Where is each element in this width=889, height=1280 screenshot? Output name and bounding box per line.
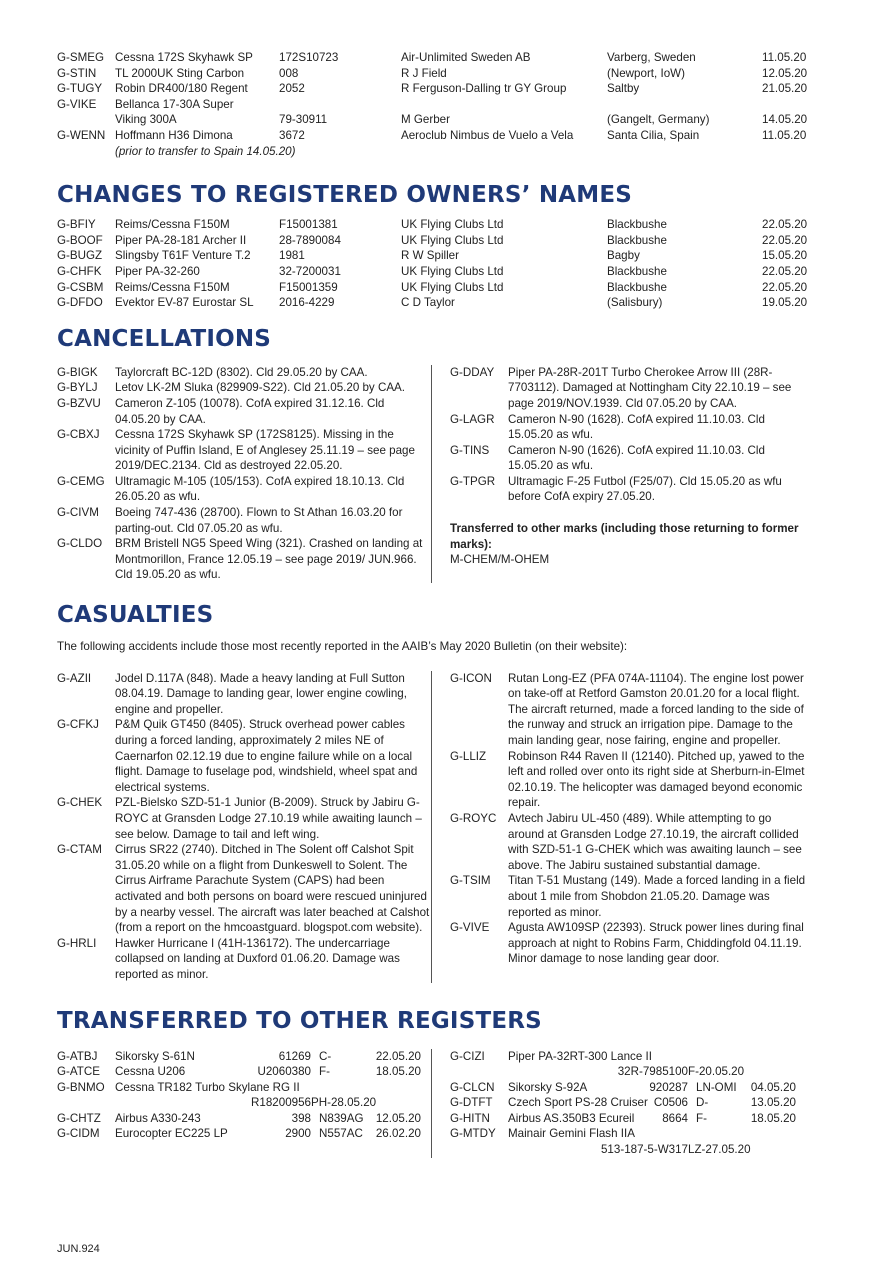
transferred-heading: TRANSFERRED TO OTHER REGISTERS <box>57 1007 542 1034</box>
table-row <box>450 1049 807 1065</box>
cell-reg: G-CIZI <box>450 1049 485 1063</box>
cell-type: Reims/Cessna F150M <box>115 280 230 294</box>
cell-owner: R J Field <box>401 66 447 80</box>
cell-owner: UK Flying Clubs Ltd <box>401 218 504 232</box>
column-divider <box>431 1049 432 1158</box>
registration: G-TINS <box>450 443 490 457</box>
registration: G-CTAM <box>57 843 102 857</box>
cell-owner <box>401 97 607 113</box>
table-row <box>57 264 817 280</box>
cell-date: 14.05.20 <box>762 113 808 127</box>
cell-date: 04.05.20 <box>750 1080 796 1094</box>
cell-base: Blackbushe <box>607 233 667 247</box>
spacer <box>450 1064 508 1080</box>
entry-text: PZL-Bielsko SZD-51-1 Junior (B-2009). Struck by Jabiru G-ROYC at Gransden Lodge 27.10.19 while awaiting launch – see below. Damage to tail and left wing. <box>115 796 422 841</box>
cell-prefix: D- <box>696 1096 709 1110</box>
table-row <box>57 1095 431 1111</box>
cell-reg: G-VIKE <box>57 97 97 111</box>
table-row <box>450 1064 807 1080</box>
cell-type: Piper PA-28-181 Archer II <box>115 233 247 247</box>
table-row <box>57 1064 431 1080</box>
cell-type: Cessna TR182 Turbo Skylane RG II <box>115 1080 300 1094</box>
list-item <box>57 427 431 474</box>
casualties-intro: The following accidents include those most recently reported in the AAIB’s May 2020 Bulletin (on their website): <box>57 640 628 654</box>
cell-type: TL 2000UK Sting Carbon <box>115 66 245 80</box>
cell-date: 22.05.20 <box>762 233 808 247</box>
cell-cn: 920287 <box>649 1080 688 1094</box>
cell-type: Evektor EV-87 Eurostar SL <box>115 296 254 310</box>
cell-date: 13.05.20 <box>750 1096 796 1110</box>
cell-owner: Air-Unlimited Sweden AB <box>401 51 531 64</box>
entry-text: Robinson R44 Raven II (12140). Pitched up, yawed to the left and rolled over onto its right side at Sherburn-in-Elmet 02.10.19. The helicopter was damaged beyond economic repair. <box>508 749 805 810</box>
entry-text: Ultramagic F-25 Futbol (F25/07). Cld 15.05.20 as wfu before CofA expiry 27.05.20. <box>508 474 782 504</box>
table-row <box>450 1142 807 1158</box>
cell-prefix: LZ- <box>688 1143 706 1157</box>
cell-date: 19.05.20 <box>762 296 808 310</box>
cell-owner: M Gerber <box>401 113 450 127</box>
registration: G-BIGK <box>57 365 98 379</box>
cell-owner: UK Flying Clubs Ltd <box>401 280 504 294</box>
cell-owner: Aeroclub Nimbus de Vuelo a Vela <box>401 128 574 142</box>
cell-owner: R Ferguson-Dalling tr GY Group <box>401 82 567 96</box>
transferred-right <box>450 1049 807 1158</box>
cell-date: 11.05.20 <box>762 128 807 142</box>
cell-type: Eurocopter EC225 LP <box>115 1127 228 1141</box>
table-row <box>57 128 817 144</box>
registration: G-VIVE <box>450 921 490 935</box>
cell-reg: G-BFIY <box>57 218 96 232</box>
table-row <box>57 248 817 264</box>
cell-reg: G-ATCE <box>57 1065 100 1079</box>
registration: G-TPGR <box>450 474 496 488</box>
table-row <box>57 81 817 97</box>
cell-reg: G-TUGY <box>57 82 103 96</box>
registration: G-ICON <box>450 671 492 685</box>
entry-text: Cameron Z-105 (10078). CofA expired 31.12.16. Cld 04.05.20 by CAA. <box>115 396 385 426</box>
cell-prefix: LN-OMI <box>696 1080 737 1094</box>
list-item <box>57 505 431 536</box>
cell-cn: 398 <box>291 1111 311 1125</box>
table-row <box>57 112 817 128</box>
cell-reg: G-MTDY <box>450 1127 496 1141</box>
registration: G-BZVU <box>57 396 101 410</box>
cell-reg: G-BOOF <box>57 233 103 247</box>
entry-text: Ultramagic M-105 (105/153). CofA expired 18.10.13. Cld 26.05.20 as wfu. <box>115 474 405 504</box>
cell-reg: G-BNMO <box>57 1080 105 1094</box>
cell-base: Blackbushe <box>607 218 667 232</box>
cell-base: Santa Cilia, Spain <box>607 128 700 142</box>
list-item <box>57 936 431 983</box>
list-item <box>57 717 431 795</box>
page-footer: JUN.924 <box>57 1243 100 1255</box>
cell-base: (Gangelt, Germany) <box>607 113 710 127</box>
cell-cn: 2052 <box>279 82 305 96</box>
page-content <box>57 50 817 1158</box>
cell-type: Hoffmann H36 Dimona <box>115 128 233 142</box>
cell-prefix: PH- <box>311 1096 331 1110</box>
entry-text: Cameron N-90 (1628). CofA expired 11.10.03. Cld 15.05.20 as wfu. <box>508 412 765 442</box>
registration: G-TSIM <box>450 874 491 888</box>
cell-type: Sikorsky S-92A <box>508 1080 588 1094</box>
registration: G-ROYC <box>450 811 497 825</box>
list-item <box>450 749 807 811</box>
cell-date: 22.05.20 <box>762 218 808 232</box>
cell-date: 28.05.20 <box>330 1096 377 1110</box>
entry-text: Hawker Hurricane I (41H-136172). The undercarriage collapsed on landing at Duxford 01.06.20. Damage was reported as minor. <box>115 936 400 981</box>
cell-cn: 28-7890084 <box>279 233 341 247</box>
cell-reg: G-WENN <box>57 128 106 142</box>
cell-prefix: F- <box>688 1065 699 1079</box>
list-item <box>450 671 807 749</box>
registration: G-CEMG <box>57 474 105 488</box>
table-row <box>450 1111 807 1127</box>
cell-reg <box>57 112 115 128</box>
cell-cn: 32R-7985100 <box>617 1065 688 1079</box>
cell-reg: G-DTFT <box>450 1096 493 1110</box>
table-row <box>57 1049 431 1065</box>
cell-cn: 79-30911 <box>279 113 328 127</box>
casualties-heading: CASUALTIES <box>57 602 214 629</box>
table-row <box>450 1080 807 1096</box>
cell-type: Viking 300A <box>115 113 177 127</box>
cell-date: 18.05.20 <box>375 1065 421 1079</box>
cell-owner: UK Flying Clubs Ltd <box>401 233 504 247</box>
cell-owner: R W Spiller <box>401 249 459 263</box>
cell-reg: G-CSBM <box>57 280 104 294</box>
cell-type: Cessna U206 <box>115 1065 186 1079</box>
table-row <box>57 1080 431 1096</box>
cell-type: Reims/Cessna F150M <box>115 218 230 232</box>
cell-type: Bellanca 17-30A Super <box>115 97 234 111</box>
entry-text: Cessna 172S Skyhawk SP (172S8125). Missing in the vicinity of Puffin Island, E of Anglesey 25.11.19 – see page 2019/DEC.2134. Cld as destroyed 22.05.20. <box>115 428 415 473</box>
cell-prefix: F- <box>319 1065 330 1079</box>
casualties-left <box>57 671 431 983</box>
wenn-note <box>57 144 817 160</box>
cell-date: 27.05.20 <box>705 1143 751 1157</box>
cell-date: 12.05.20 <box>762 66 808 80</box>
registration: G-LAGR <box>450 412 495 426</box>
cell-type: Piper PA-32RT-300 Lance II <box>508 1049 652 1063</box>
cell-type: Robin DR400/180 Regent <box>115 82 248 96</box>
registration: G-DDAY <box>450 365 495 379</box>
cell-reg: G-CLCN <box>450 1080 495 1094</box>
cell-cn: 8664 <box>662 1111 688 1125</box>
cell-date: 15.05.20 <box>762 249 808 263</box>
cell-cn: 513-187-5-W317 <box>600 1143 688 1157</box>
cell-reg: G-CHTZ <box>57 1111 101 1125</box>
cell-date <box>762 97 817 113</box>
transferred-columns <box>57 1049 817 1158</box>
cancellations-columns <box>57 365 817 583</box>
cell-cn: R18200956 <box>251 1096 311 1110</box>
cell-prefix: N839AG <box>319 1111 364 1125</box>
list-item <box>57 474 431 505</box>
cell-base: Saltby <box>607 82 640 96</box>
cancellations-right <box>450 365 807 583</box>
cell-date: 20.05.20 <box>698 1065 745 1079</box>
table-row <box>57 1111 431 1127</box>
cell-date: 26.02.20 <box>375 1127 421 1141</box>
entry-text: Piper PA-28R-201T Turbo Cherokee Arrow III (28R-7703112). Damaged at Nottingham City 22.10.19 – see page 2019/NOV.1939. Cld 07.05.20 by CAA. <box>508 365 792 410</box>
spacer <box>57 1095 115 1111</box>
cell-cn: F15001359 <box>279 280 338 294</box>
cell-type: Sikorsky S-61N <box>115 1049 195 1063</box>
table-row <box>57 66 817 82</box>
cell-cn: 2016-4229 <box>279 296 335 310</box>
cell-date: 12.05.20 <box>375 1111 421 1125</box>
cell-cn <box>279 97 401 113</box>
column-divider <box>431 365 432 583</box>
entry-text: Avtech Jabiru UL-450 (489). While attempting to go around at Gransden Lodge 27.10.19, the aircraft collided with SZD-51-1 G-CHEK which was awaiting launch – see above. The Jabiru sustained substantial damage. <box>508 811 802 872</box>
cell-reg: G-CIDM <box>57 1127 100 1141</box>
cell-base: Varberg, Sweden <box>607 51 696 64</box>
transferred-left <box>57 1049 431 1158</box>
list-item <box>450 443 807 474</box>
entry-text: Agusta AW109SP (22393). Struck power lines during final approach at night to Robins Farm, Chiddingfold 04.11.19. Minor damage to nose landing gear door. <box>508 921 804 966</box>
cell-prefix: N557AC <box>319 1127 363 1141</box>
cell-cn: U2060380 <box>257 1065 311 1079</box>
cell-type: Piper PA-32-260 <box>115 264 200 278</box>
cell-owner: C D Taylor <box>401 296 455 310</box>
cell-type: Czech Sport PS-28 Cruiser <box>508 1096 648 1110</box>
cell-type: Mainair Gemini Flash IIA <box>508 1127 635 1141</box>
entry-text: BRM Bristell NG5 Speed Wing (321). Crashed on landing at Montmorillon, France 12.05.19 – see page 2019/ JUN.966. Cld 19.05.20 as wfu. <box>115 537 423 582</box>
registration: G-CHEK <box>57 796 103 810</box>
cell-cn: C0506 <box>653 1096 688 1110</box>
table-row <box>57 280 817 296</box>
cell-base: Blackbushe <box>607 280 667 294</box>
cell-cn: 172S10723 <box>279 51 339 64</box>
list-item <box>57 365 431 381</box>
cell-reg: G-HITN <box>450 1111 490 1125</box>
cell-date: 18.05.20 <box>750 1111 796 1125</box>
cell-date: 11.05.20 <box>762 51 807 64</box>
entry-text: Titan T-51 Mustang (149). Made a forced landing in a field about 1 mile from Shobdon 21.05.20. Damage was reported as minor. <box>508 874 806 919</box>
casualties-columns <box>57 671 817 983</box>
table-row <box>57 1126 431 1142</box>
entry-text: Jodel D.117A (848). Made a heavy landing at Full Sutton 08.04.19. Damage to landing gear, lower engine cowling, engine and propeller. <box>115 671 407 716</box>
cell-prefix: C- <box>319 1049 332 1063</box>
cell-cn: 1981 <box>279 249 305 263</box>
cell-reg: G-ATBJ <box>57 1049 98 1063</box>
cell-prefix: F- <box>696 1111 707 1125</box>
cell-cn: 008 <box>279 66 299 80</box>
registration: G-CIVM <box>57 506 99 520</box>
cell-cn: 3672 <box>279 128 305 142</box>
entry-text: Taylorcraft BC-12D (8302). Cld 29.05.20 by CAA. <box>115 365 368 379</box>
cancellations-heading: CANCELLATIONS <box>57 325 272 352</box>
list-item <box>450 811 807 873</box>
cancellations-left <box>57 365 431 583</box>
cell-base: Bagby <box>607 249 640 263</box>
changes-table <box>57 217 817 311</box>
cell-date: 22.05.20 <box>762 280 808 294</box>
cell-reg: G-STIN <box>57 66 97 80</box>
spacer <box>450 1142 508 1158</box>
cell-reg: G-CHFK <box>57 264 102 278</box>
table-row <box>450 1126 807 1142</box>
entry-text: Cirrus SR22 (2740). Ditched in The Solent off Calshot Spit 31.05.20 while on a flight from Dunkeswell to Solent. The Cirrus Airframe Parachute System (CAPS) had been activated and both persons on board were rescued uninjured by a nearby vessel. The aircraft was later beached at Calshot (from a report on the hmcoastguard. blogspot.com website). <box>115 843 430 935</box>
registration: G-LLIZ <box>450 749 487 763</box>
cell-reg: G-BUGZ <box>57 249 103 263</box>
list-item <box>57 842 431 936</box>
list-item <box>57 671 431 718</box>
list-item <box>450 873 807 920</box>
table-row <box>57 50 817 66</box>
cell-owner: UK Flying Clubs Ltd <box>401 264 504 278</box>
wenn-note-text: (prior to transfer to Spain 14.05.20) <box>115 144 296 158</box>
cell-base: Blackbushe <box>607 264 667 278</box>
list-item <box>450 474 807 505</box>
registration: G-CFKJ <box>57 718 99 732</box>
cell-type: Cessna 172S Skyhawk SP <box>115 51 253 64</box>
cell-date: 22.05.20 <box>375 1049 421 1063</box>
cell-base: (Newport, IoW) <box>607 66 685 80</box>
cell-cn: 2900 <box>285 1127 311 1141</box>
entry-text: Rutan Long-EZ (PFA 074A-11104). The engine lost power on take-off at Retford Gamston 20.01.20 for a local flight. The aircraft returned, made a forced landing to the side of the runway and struck an irrigation pipe. Damage to the main landing gear, nose fairing, engine and propeller. <box>508 671 804 747</box>
list-item <box>450 412 807 443</box>
cell-type: Airbus AS.350B3 Ecureil <box>508 1111 635 1125</box>
cell-cn: 32-7200031 <box>279 264 341 278</box>
table-row <box>450 1095 807 1111</box>
list-item <box>450 920 807 967</box>
cell-date: 22.05.20 <box>762 264 808 278</box>
registration: G-BYLJ <box>57 381 98 395</box>
transferred-marks-value: M-CHEM/M-OHEM <box>450 553 550 567</box>
cell-reg: G-SMEG <box>57 51 105 64</box>
table-row <box>57 233 817 249</box>
list-item <box>57 380 431 396</box>
casualties-right <box>450 671 807 983</box>
registration: G-HRLI <box>57 936 97 950</box>
entry-text: Letov LK-2M Sluka (829909-S22). Cld 21.05.20 by CAA. <box>115 381 406 395</box>
table-row <box>57 97 817 113</box>
cell-base <box>607 97 762 113</box>
registration: G-CBXJ <box>57 428 100 442</box>
list-item <box>57 396 431 427</box>
registration: G-CLDO <box>57 537 103 551</box>
cell-base: (Salisbury) <box>607 296 663 310</box>
transferred-marks-heading: Transferred to other marks (including those returning to former marks): <box>450 522 799 551</box>
column-divider <box>431 671 432 983</box>
changes-heading: CHANGES TO REGISTERED OWNERS’ NAMES <box>57 182 633 209</box>
entry-text: Boeing 747-436 (28700). Flown to St Athan 16.03.20 for parting-out. Cld 07.05.20 as wfu. <box>115 506 403 535</box>
cell-date: 21.05.20 <box>762 82 808 96</box>
entry-text: P&M Quik GT450 (8405). Struck overhead power cables during a forced landing, approximately 2 miles NE of Caernarfon 02.12.19 due to engine failure while on a local flight. Damage to fuselage pod, windshield, wheel spat and electrical systems. <box>115 718 418 794</box>
list-item <box>57 795 431 842</box>
cell-cn: F15001381 <box>279 218 338 232</box>
registrations-table <box>57 50 817 144</box>
cell-reg: G-DFDO <box>57 296 103 310</box>
list-item <box>57 536 431 583</box>
cell-type: Slingsby T61F Venture T.2 <box>115 249 251 263</box>
table-row <box>57 217 817 233</box>
registration: G-AZII <box>57 671 92 685</box>
table-row <box>57 295 817 311</box>
cell-cn: 61269 <box>278 1049 311 1063</box>
cell-type: Airbus A330-243 <box>115 1111 201 1125</box>
entry-text: Cameron N-90 (1626). CofA expired 11.10.03. Cld 15.05.20 as wfu. <box>508 443 765 473</box>
list-item <box>450 365 807 412</box>
